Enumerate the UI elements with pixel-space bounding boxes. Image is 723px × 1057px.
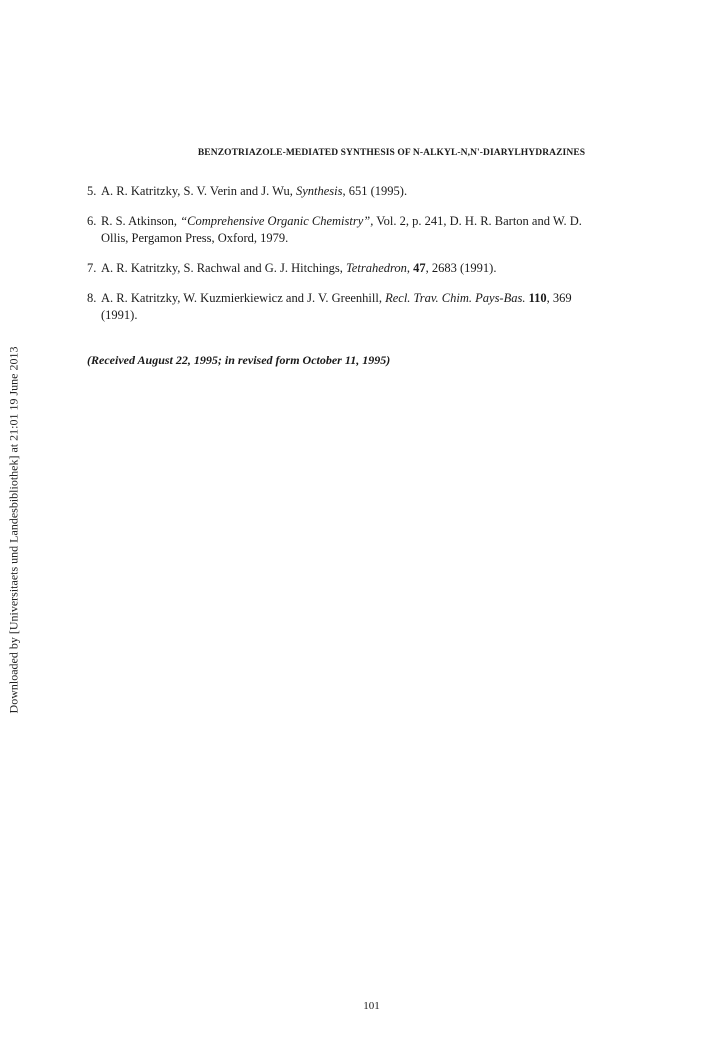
reference-details: , 651 (1995). (342, 184, 408, 198)
page-number: 101 (363, 1000, 380, 1012)
reference-volume: 47 (413, 261, 426, 275)
running-title: BENZOTRIAZOLE-MEDIATED SYNTHESIS OF N-ALKYL-N,N'-DIARYLHYDRAZINES (197, 148, 586, 158)
reference-journal: Recl. Trav. Chim. Pays-Bas. (385, 291, 526, 305)
reference-authors: A. R. Katritzky, W. Kuzmierkiewicz and J. V. Greenhill, (101, 291, 386, 305)
reference-authors: A. R. Katritzky, S. Rachwal and G. J. Hitchings, (101, 261, 346, 275)
reference-authors: A. R. Katritzky, S. V. Verin and J. Wu, (101, 184, 296, 198)
reference-separator: , (406, 261, 414, 275)
reference-item-7 (87, 260, 607, 277)
received-note: (Received August 22, 1995; in revised form October 11, 1995) (87, 353, 391, 367)
reference-text (101, 290, 607, 324)
reference-item-8 (87, 290, 607, 324)
reference-number: 6. (87, 214, 97, 228)
reference-journal: Tetrahedron (346, 261, 407, 275)
reference-number: 8. (87, 291, 97, 305)
reference-item-5 (87, 183, 607, 200)
reference-details: , 2683 (1991). (425, 261, 497, 275)
reference-book-title: “Comprehensive Organic Chemistry”, (180, 214, 374, 228)
reference-list (87, 183, 607, 337)
reference-volume: 110 (528, 291, 547, 305)
reference-number: 5. (87, 184, 97, 198)
reference-text (101, 260, 607, 277)
reference-details: Vol. 2, p. 241, D. H. R. Barton and W. D. Ollis, Pergamon Press, Oxford, 1979. (101, 214, 582, 245)
reference-authors: R. S. Atkinson, (101, 214, 181, 228)
reference-journal: Synthesis (295, 184, 343, 198)
reference-item-6 (87, 213, 607, 247)
reference-text (101, 213, 607, 247)
download-watermark-text: Downloaded by [Universitaets und Landesbibliothek] at 21:01 19 June 2013 (6, 346, 21, 714)
reference-text (101, 183, 607, 200)
reference-details: , 369 (1991). (101, 291, 572, 322)
reference-number: 7. (87, 261, 97, 275)
